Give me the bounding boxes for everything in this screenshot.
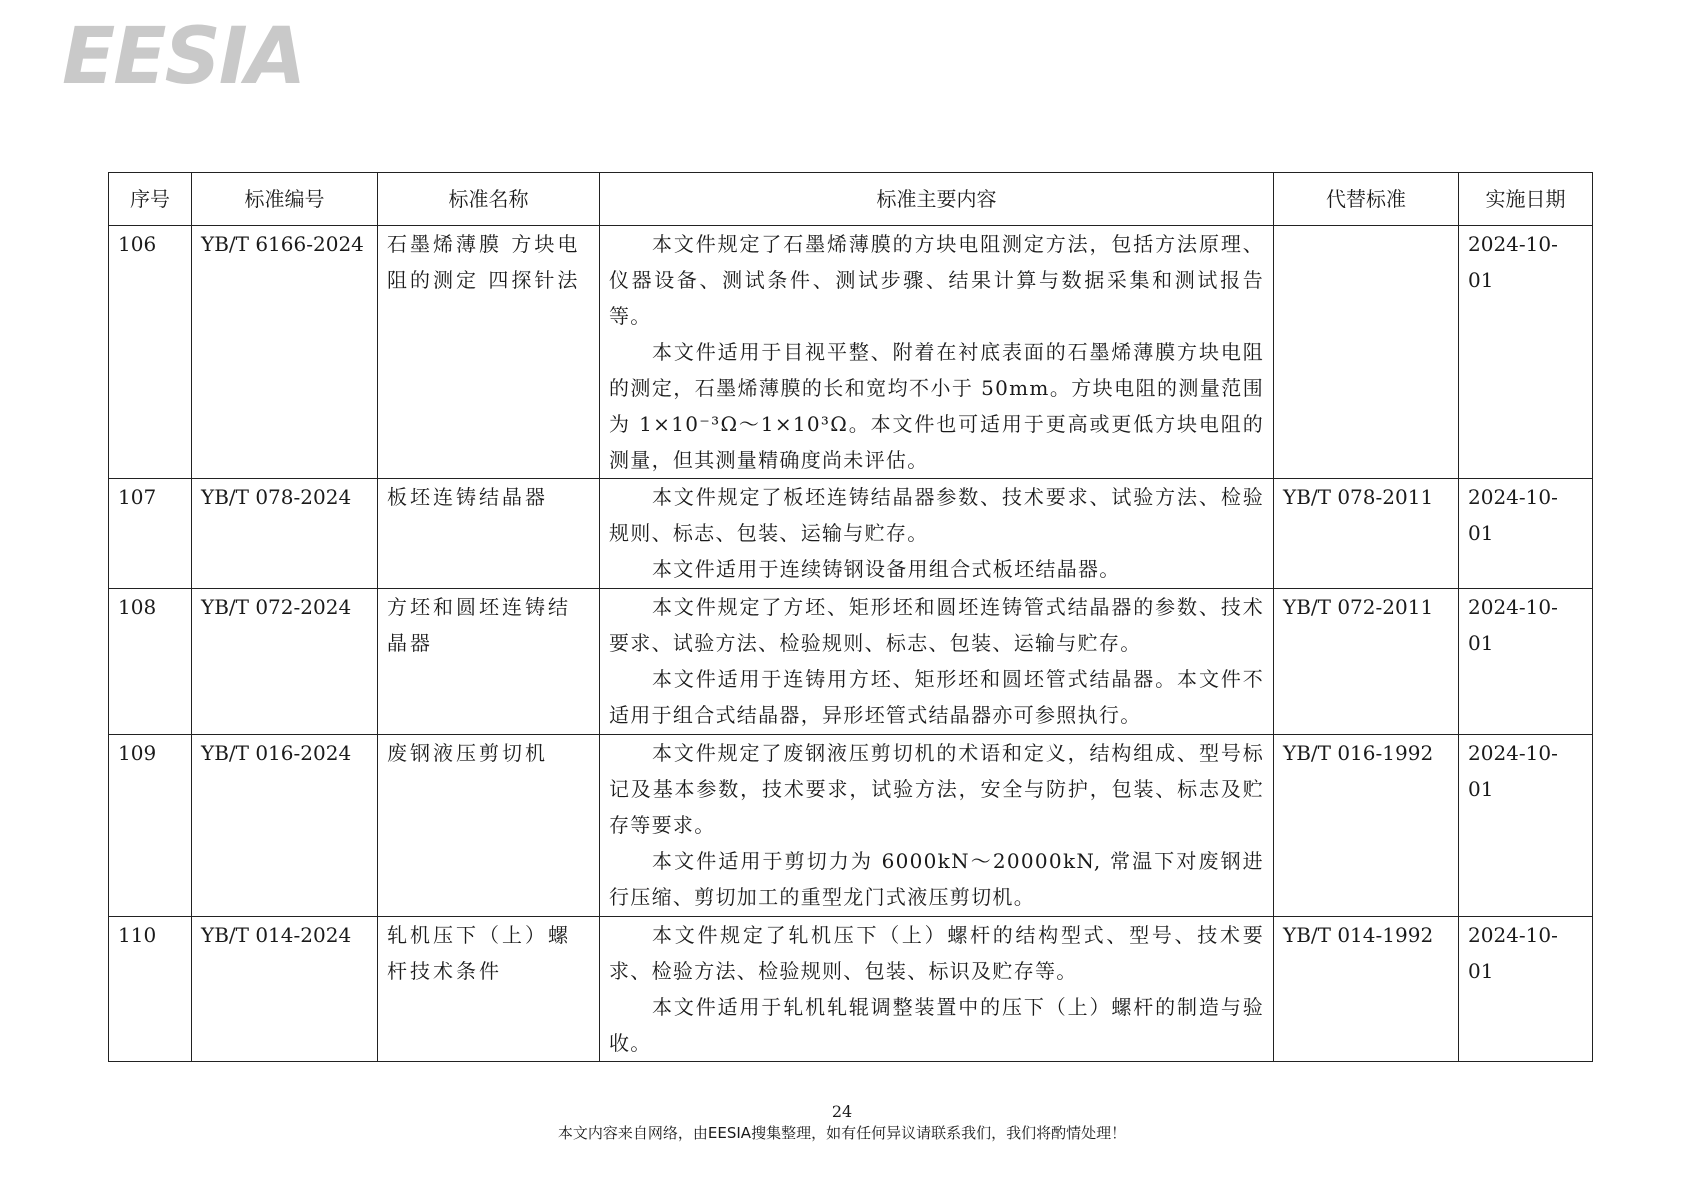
effective-date-cell: 2024-10-01 [1459, 479, 1593, 589]
standard-code-cell: YB/T 016-2024 [192, 735, 378, 917]
standard-code-cell: YB/T 6166-2024 [192, 226, 378, 479]
content-paragraph: 本文件适用于连续铸钢设备用组合式板坯结晶器。 [652, 557, 1121, 581]
serial-number-cell: 107 [109, 479, 192, 589]
main-content-cell [600, 479, 1274, 589]
table-row [109, 917, 1593, 1062]
content-paragraph: 本文件适用于连铸用方坯、矩形坯和圆坯管式结晶器。本文件不适用于组合式结晶器，异形坯管式结晶器亦可参照执行。 [609, 667, 1264, 727]
header-replaced-standard: 代替标准 [1274, 173, 1459, 226]
header-standard-name: 标准名称 [378, 173, 600, 226]
replaced-standard-cell: YB/T 078-2011 [1274, 479, 1459, 589]
content-paragraph: 本文件适用于轧机轧辊调整装置中的压下（上）螺杆的制造与验收。 [609, 995, 1264, 1055]
effective-date-cell: 2024-10-01 [1459, 589, 1593, 735]
table-header-row [109, 173, 1593, 226]
standard-name-cell: 板坯连铸结晶器 [378, 479, 600, 589]
header-standard-code: 标准编号 [192, 173, 378, 226]
standard-code-cell: YB/T 014-2024 [192, 917, 378, 1062]
main-content-cell [600, 917, 1274, 1062]
footer-disclaimer: 本文内容来自网络，由EESIA搜集整理，如有任何异议请联系我们，我们将酌情处理！ [557, 1124, 1127, 1142]
standard-code-cell: YB/T 078-2024 [192, 479, 378, 589]
effective-date-cell: 2024-10-01 [1459, 735, 1593, 917]
effective-date-cell: 2024-10-01 [1459, 226, 1593, 479]
standard-name-cell: 轧机压下（上）螺杆技术条件 [378, 917, 600, 1062]
eesia-logo: EESIA [62, 12, 305, 102]
table-row [109, 479, 1593, 589]
header-main-content: 标准主要内容 [600, 173, 1274, 226]
table-row [109, 226, 1593, 479]
serial-number-cell: 108 [109, 589, 192, 735]
replaced-standard-cell: YB/T 072-2011 [1274, 589, 1459, 735]
standards-table [108, 172, 1593, 1062]
content-paragraph: 本文件适用于目视平整、附着在衬底表面的石墨烯薄膜方块电阻的测定，石墨烯薄膜的长和宽均不小于 50mm。方块电阻的测量范围为 1×10⁻³Ω～1×10³Ω。本文件也可适用于更高或更低方块电阻的测量，但其测量精确度尚未评估。 [609, 340, 1264, 472]
header-serial-number: 序号 [109, 173, 192, 226]
standard-code-cell: YB/T 072-2024 [192, 589, 378, 735]
content-paragraph: 本文件规定了轧机压下（上）螺杆的结构型式、型号、技术要求、检验方法、检验规则、包装、标识及贮存等。 [609, 923, 1264, 983]
content-paragraph: 本文件适用于剪切力为 6000kN～20000kN, 常温下对废钢进行压缩、剪切加工的重型龙门式液压剪切机。 [609, 849, 1264, 909]
page-number: 24 [831, 1102, 853, 1121]
content-paragraph: 本文件规定了方坯、矩形坯和圆坯连铸管式结晶器的参数、技术要求、试验方法、检验规则、标志、包装、运输与贮存。 [609, 595, 1264, 655]
content-paragraph: 本文件规定了石墨烯薄膜的方块电阻测定方法，包括方法原理、仪器设备、测试条件、测试步骤、结果计算与数据采集和测试报告等。 [609, 232, 1264, 328]
standard-name-cell: 石墨烯薄膜 方块电阻的测定 四探针法 [378, 226, 600, 479]
table-row [109, 589, 1593, 735]
table-row [109, 735, 1593, 917]
main-content-cell [600, 226, 1274, 479]
standard-name-cell: 方坯和圆坯连铸结晶器 [378, 589, 600, 735]
effective-date-cell: 2024-10-01 [1459, 917, 1593, 1062]
main-content-cell [600, 735, 1274, 917]
content-paragraph: 本文件规定了板坯连铸结晶器参数、技术要求、试验方法、检验规则、标志、包装、运输与贮存。 [609, 485, 1264, 545]
replaced-standard-cell: YB/T 016-1992 [1274, 735, 1459, 917]
content-paragraph: 本文件规定了废钢液压剪切机的术语和定义，结构组成、型号标记及基本参数，技术要求，试验方法，安全与防护，包装、标志及贮存等要求。 [609, 741, 1264, 837]
main-content-cell [600, 589, 1274, 735]
replaced-standard-cell: YB/T 014-1992 [1274, 917, 1459, 1062]
replaced-standard-cell [1274, 226, 1459, 479]
serial-number-cell: 110 [109, 917, 192, 1062]
standard-name-cell: 废钢液压剪切机 [378, 735, 600, 917]
header-effective-date: 实施日期 [1459, 173, 1593, 226]
serial-number-cell: 109 [109, 735, 192, 917]
serial-number-cell: 106 [109, 226, 192, 479]
